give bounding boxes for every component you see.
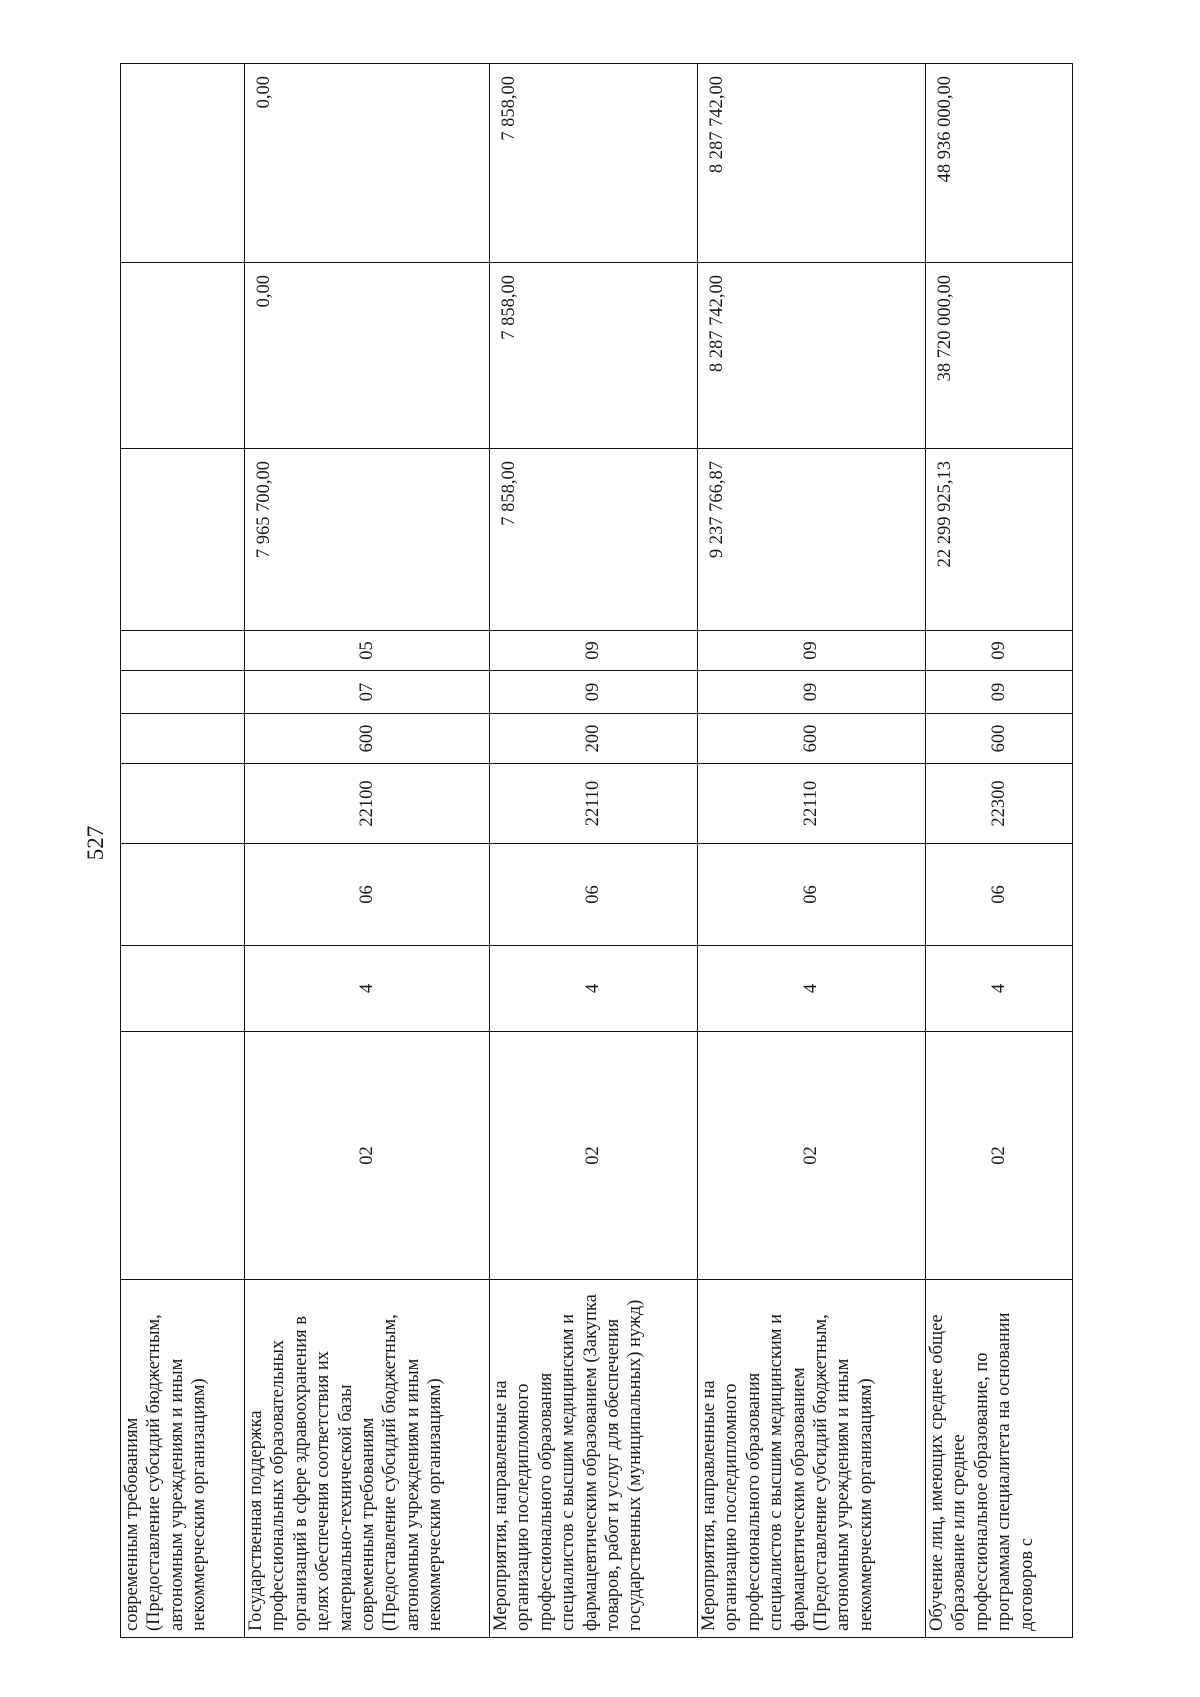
code-cell: 06 bbox=[245, 844, 490, 946]
amount-cell: 7 858,00 bbox=[490, 263, 698, 449]
code-cell: 09 bbox=[490, 671, 698, 714]
code-cell: 4 bbox=[698, 946, 926, 1032]
item-name-cell: Государственная поддержка профессиональных образовательных организаций в сфере здравоохранения в целях обеспечения соответствия их материально-технической базы современным требованиям (Предоставление субсидий бюджетным, автономным учреждениям и иным некоммерческим организациям) bbox=[245, 1280, 490, 1638]
code-cell: 02 bbox=[245, 1032, 490, 1280]
item-name-cell: Обучение лиц, имеющих среднее общее образование или среднее профессиональное образование, по программам специалитета на основании договоров с bbox=[926, 1280, 1073, 1638]
amount-cell: 8 287 742,00 bbox=[698, 64, 926, 263]
table-row bbox=[245, 64, 490, 1638]
table-row bbox=[490, 64, 698, 1638]
table-row bbox=[698, 64, 926, 1638]
amount-cell bbox=[121, 64, 245, 263]
amount-cell: 7 858,00 bbox=[490, 449, 698, 631]
code-cell bbox=[121, 764, 245, 844]
amount-cell: 38 720 000,00 bbox=[926, 263, 1073, 449]
code-cell: 05 bbox=[245, 631, 490, 671]
rotated-page-content bbox=[120, 64, 1072, 1638]
code-cell bbox=[121, 1032, 245, 1280]
amount-cell: 8 287 742,00 bbox=[698, 263, 926, 449]
code-cell: 02 bbox=[698, 1032, 926, 1280]
amount-cell: 7 965 700,00 bbox=[245, 449, 490, 631]
budget-table bbox=[120, 63, 1073, 1638]
code-cell: 06 bbox=[490, 844, 698, 946]
amount-cell: 9 237 766,87 bbox=[698, 449, 926, 631]
code-cell: 22110 bbox=[698, 764, 926, 844]
code-cell: 07 bbox=[245, 671, 490, 714]
code-cell bbox=[121, 844, 245, 946]
page-number: 527 bbox=[83, 825, 108, 861]
amount-cell: 48 936 000,00 bbox=[926, 64, 1073, 263]
amount-cell: 7 858,00 bbox=[490, 64, 698, 263]
code-cell: 02 bbox=[926, 1032, 1073, 1280]
amount-cell bbox=[121, 263, 245, 449]
code-cell: 09 bbox=[698, 631, 926, 671]
code-cell: 09 bbox=[698, 671, 926, 714]
code-cell: 22110 bbox=[490, 764, 698, 844]
item-name-cell: Мероприятия, направленные на организацию последипломного профессионального образования специалистов с высшим медицинским и фармацевтическим образованием (Закупка товаров, работ и услуг для обеспечения государственных (муниципальных) нужд) bbox=[490, 1280, 698, 1638]
code-cell bbox=[121, 714, 245, 764]
code-cell: 600 bbox=[698, 714, 926, 764]
item-name-cell: Мероприятия, направленные на организацию последипломного профессионального образования специалистов с высшим медицинским и фармацевтическим образованием (Предоставление субсидий бюджетным, автономным учреждениям и иным некоммерческим организациям) bbox=[698, 1280, 926, 1638]
code-cell bbox=[121, 631, 245, 671]
code-cell: 09 bbox=[926, 671, 1073, 714]
table-row bbox=[121, 64, 245, 1638]
code-cell bbox=[121, 946, 245, 1032]
item-name-cell: современным требованиям (Предоставление субсидий бюджетным, автономным учреждениям и иным некоммерческим организациям) bbox=[121, 1280, 245, 1638]
code-cell: 4 bbox=[490, 946, 698, 1032]
amount-cell: 22 299 925,13 bbox=[926, 449, 1073, 631]
table-row bbox=[926, 64, 1073, 1638]
code-cell: 06 bbox=[698, 844, 926, 946]
amount-cell bbox=[121, 449, 245, 631]
code-cell: 600 bbox=[245, 714, 490, 764]
code-cell: 4 bbox=[245, 946, 490, 1032]
code-cell: 02 bbox=[490, 1032, 698, 1280]
code-cell bbox=[121, 671, 245, 714]
code-cell: 06 bbox=[926, 844, 1073, 946]
code-cell: 600 bbox=[926, 714, 1073, 764]
amount-cell: 0,00 bbox=[245, 64, 490, 263]
code-cell: 4 bbox=[926, 946, 1073, 1032]
code-cell: 22100 bbox=[245, 764, 490, 844]
code-cell: 200 bbox=[490, 714, 698, 764]
amount-cell: 0,00 bbox=[245, 263, 490, 449]
code-cell: 09 bbox=[490, 631, 698, 671]
code-cell: 22300 bbox=[926, 764, 1073, 844]
code-cell: 09 bbox=[926, 631, 1073, 671]
